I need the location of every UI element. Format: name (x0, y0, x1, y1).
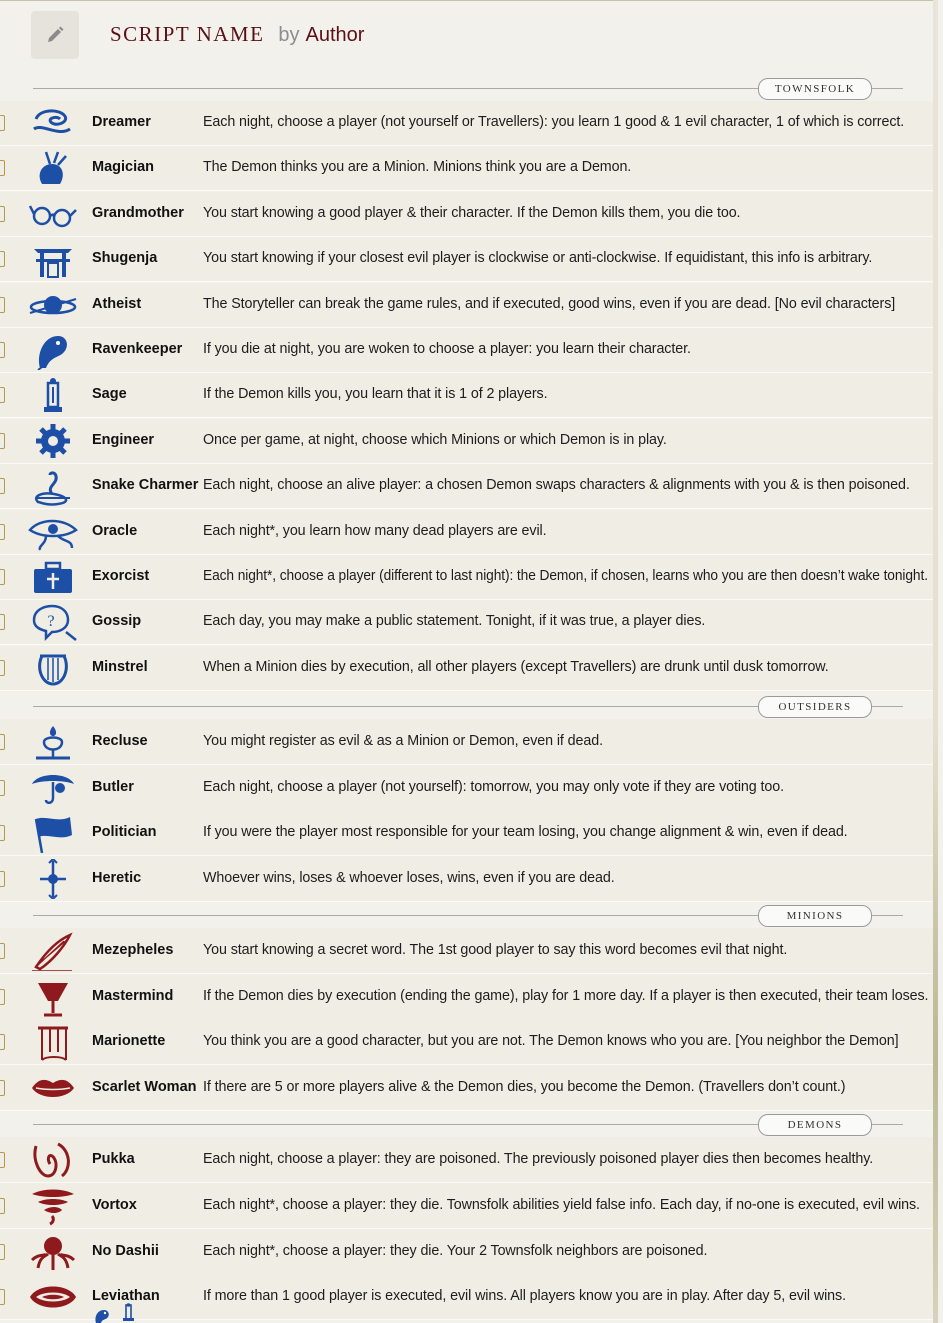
character-row-minstrel[interactable] (0, 646, 938, 691)
svg-text:?: ? (47, 613, 55, 630)
character-ability: The Storyteller can break the game rules, and if executed, good wins, even if you are dead. [No evil characters] (203, 296, 896, 312)
night-order-tab[interactable] (0, 660, 5, 676)
character-name: Marionette (92, 1032, 166, 1049)
character-name: Vortox (92, 1196, 137, 1213)
character-row-atheist[interactable] (0, 283, 938, 328)
section-header-townsfolk (0, 78, 938, 100)
character-ability: If the Demon kills you, you learn that it is 1 of 2 players. (203, 386, 548, 402)
vortox-icon (28, 1186, 78, 1226)
character-row-marionette[interactable] (0, 1019, 938, 1065)
sage-icon (28, 375, 78, 415)
night-order-tab[interactable] (0, 433, 5, 449)
night-order-tab[interactable] (0, 387, 5, 403)
character-row-dreamer[interactable] (0, 101, 938, 146)
character-name: Magician (92, 159, 155, 175)
night-order-tab[interactable] (0, 1244, 5, 1260)
character-name: Oracle (92, 523, 138, 539)
character-name: Atheist (92, 296, 142, 312)
character-ability: Each night, choose a player (not yourself): tomorrow, you may only vote if they are voting too. (203, 778, 784, 795)
character-name: Exorcist (92, 568, 150, 584)
night-order-tab[interactable] (0, 524, 5, 540)
character-name: Pukka (92, 1150, 135, 1167)
engineer-icon (28, 421, 78, 461)
dreamer-icon (28, 103, 78, 143)
character-name: Gossip (92, 613, 142, 629)
night-order-tab[interactable] (0, 115, 5, 131)
character-ability: You start knowing a good player & their character. If the Demon kills them, you die too. (203, 205, 741, 221)
night-order-tab[interactable] (0, 251, 5, 267)
heretic-icon (28, 859, 78, 899)
script-header (0, 0, 938, 78)
no-dashii-icon (28, 1232, 78, 1272)
character-name: Snake Charmer (92, 477, 199, 493)
night-order-tab[interactable] (0, 871, 5, 887)
character-ability: Each night*, choose a player: they die. Townsfolk abilities yield false info. Each day, if no-one is executed, evil wins. (203, 1196, 920, 1213)
night-order-tab[interactable] (0, 780, 5, 796)
title-row (110, 22, 364, 47)
character-row-snake-charmer[interactable] (0, 464, 938, 509)
character-ability: You start knowing a secret word. The 1st good player to say this word becomes evil that night. (203, 941, 788, 958)
grandmother-icon (28, 194, 78, 234)
character-row-magician[interactable] (0, 146, 938, 191)
pencil-icon (44, 24, 66, 46)
character-row-pukka[interactable] (0, 1137, 938, 1183)
character-name: Grandmother (92, 205, 184, 221)
character-ability: If there are 5 or more players alive & the Demon dies, you become the Demon. (Travellers don’t count.) (203, 1078, 846, 1095)
character-name: Dreamer (92, 114, 151, 130)
mastermind-icon (28, 977, 78, 1017)
marionette-icon (28, 1022, 78, 1062)
character-row-scarlet-woman[interactable] (0, 1065, 938, 1111)
gossip-icon (28, 602, 78, 642)
night-order-tab[interactable] (0, 989, 5, 1005)
section-label: MINIONS (758, 905, 872, 927)
character-ability: If you die at night, you are woken to choose a player: you learn their character. (203, 341, 691, 357)
character-name: Politician (92, 823, 157, 840)
character-name: Mezepheles (92, 941, 174, 958)
shugenja-icon (28, 239, 78, 279)
section-label: DEMONS (758, 1114, 872, 1136)
magician-icon (28, 148, 78, 188)
character-row-mezepheles[interactable] (0, 928, 938, 974)
night-order-tab[interactable] (0, 1198, 5, 1214)
night-order-tab[interactable] (0, 569, 5, 585)
character-ability: If more than 1 good player is executed, evil wins. All players know you are in play. After day 5, evil wins. (203, 1287, 846, 1304)
night-order-tab[interactable] (0, 1152, 5, 1168)
oracle-icon (28, 512, 78, 552)
night-order-tab[interactable] (0, 478, 5, 494)
minstrel-icon (28, 648, 78, 688)
character-ability: You think you are a good character, but you are not. The Demon knows who you are. [You neighbor the Demon] (203, 1032, 899, 1049)
page-edge-shadow (933, 0, 938, 1323)
night-order-tab[interactable] (0, 734, 5, 750)
section-header-minions (0, 905, 938, 927)
character-name: Leviathan (92, 1287, 160, 1304)
character-ability: Whoever wins, loses & whoever loses, wins, even if you are dead. (203, 869, 615, 886)
night-order-tab[interactable] (0, 160, 5, 176)
character-ability: Each day, you may make a public statement. Tonight, if it was true, a player dies. (203, 613, 706, 629)
section-header-outsiders (0, 696, 938, 718)
character-name: No Dashii (92, 1242, 159, 1259)
by-label: by (278, 24, 300, 46)
character-ability: Each night, choose a player (not yourself or Travellers): you learn 1 good & 1 evil character, 1 of which is correct. (203, 114, 905, 130)
character-row-grandmother[interactable] (0, 192, 938, 237)
character-name: Engineer (92, 432, 155, 448)
character-row-vortox[interactable] (0, 1183, 938, 1229)
character-row-politician[interactable] (0, 810, 938, 856)
character-name: Butler (92, 778, 134, 795)
character-name: Ravenkeeper (92, 341, 183, 357)
section-header-demons (0, 1114, 938, 1136)
character-row-heretic[interactable] (0, 856, 938, 902)
character-row-oracle[interactable] (0, 510, 938, 555)
character-ability: Each night*, choose a player: they die. Your 2 Townsfolk neighbors are poisoned. (203, 1242, 708, 1259)
butler-icon (28, 768, 78, 808)
pukka-icon (28, 1140, 78, 1180)
leviathan-icon (28, 1277, 78, 1317)
character-row-butler[interactable] (0, 765, 938, 811)
character-ability: The Demon thinks you are a Minion. Minions think you are a Demon. (203, 159, 632, 175)
jinx-icons (92, 1302, 152, 1323)
character-row-ravenkeeper[interactable] (0, 328, 938, 373)
night-order-tab[interactable] (0, 297, 5, 313)
character-row-shugenja[interactable] (0, 237, 938, 282)
snake-charmer-icon (28, 466, 78, 506)
night-order-tab[interactable] (0, 614, 5, 630)
night-order-tab[interactable] (0, 1289, 5, 1305)
script-author[interactable]: Author (305, 24, 365, 46)
section-label: OUTSIDERS (758, 696, 872, 718)
night-order-tab[interactable] (0, 943, 5, 959)
character-ability: You might register as evil & as a Minion or Demon, even if dead. (203, 732, 603, 749)
night-order-tab[interactable] (0, 1034, 5, 1050)
character-name: Sage (92, 386, 127, 402)
sage-jinx-icon (123, 1303, 134, 1321)
character-ability: Each night, choose a player: they are poisoned. The previously poisoned player dies then becomes healthy. (203, 1150, 874, 1167)
script-title[interactable]: SCRIPT NAME (110, 22, 265, 46)
night-order-tab[interactable] (0, 1080, 5, 1096)
section-label: TOWNSFOLK (758, 78, 872, 100)
character-ability: You start knowing if your closest evil player is clockwise or anti-clockwise. If equidistant, this info is arbitrary. (203, 250, 873, 266)
character-row-engineer[interactable] (0, 419, 938, 464)
character-row-mastermind[interactable] (0, 974, 938, 1020)
character-ability: If the Demon dies by execution (ending the game), play for 1 more day. If a player is then executed, their team loses. (203, 987, 929, 1004)
character-name: Minstrel (92, 659, 148, 675)
character-row-gossip[interactable] (0, 600, 938, 645)
character-ability: Once per game, at night, choose which Minions or which Demon is in play. (203, 432, 667, 448)
character-row-no-dashii[interactable] (0, 1229, 938, 1275)
scarlet-woman-icon (28, 1068, 78, 1108)
character-name: Shugenja (92, 250, 158, 266)
character-name: Heretic (92, 869, 142, 886)
character-row-sage[interactable] (0, 373, 938, 418)
atheist-icon (28, 285, 78, 325)
night-order-tab[interactable] (0, 206, 5, 222)
character-ability: Each night, choose an alive player: a chosen Demon swaps characters & alignments with you & is then poisoned. (203, 477, 910, 493)
mezepheles-icon (28, 931, 78, 971)
ravenkeeper-icon (28, 330, 78, 370)
politician-icon (28, 813, 78, 853)
character-name: Scarlet Woman (92, 1078, 197, 1095)
character-ability: Each night*, you learn how many dead players are evil. (203, 523, 547, 539)
edit-button[interactable] (31, 11, 79, 59)
night-order-tab[interactable] (0, 342, 5, 358)
ravenkeeper-jinx-icon (95, 1310, 108, 1323)
character-row-exorcist[interactable] (0, 555, 938, 600)
character-ability: Each night*, choose a player (different to last night): the Demon, if chosen, learns who you are then doesn’t wake tonight. (203, 568, 928, 584)
character-name: Mastermind (92, 987, 174, 1004)
night-order-tab[interactable] (0, 825, 5, 841)
character-ability: When a Minion dies by execution, all other players (except Travellers) are drunk until dusk tomorrow. (203, 659, 829, 675)
recluse-icon (28, 722, 78, 762)
character-row-recluse[interactable] (0, 719, 938, 765)
exorcist-icon (28, 557, 78, 597)
character-ability: If you were the player most responsible for your team losing, you change alignment & win, even if dead. (203, 823, 848, 840)
character-name: Recluse (92, 732, 148, 749)
